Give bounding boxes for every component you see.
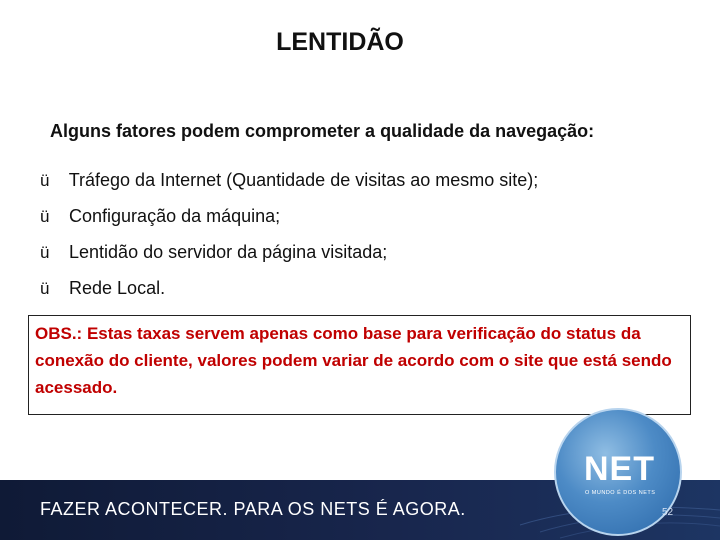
list-item: [40, 166, 538, 202]
logo-wordmark: NET: [584, 450, 655, 488]
intro-text: Alguns fatores podem comprometer a qualidade da navegação:: [50, 121, 595, 141]
obs-note-box: OBS.: Estas taxas servem apenas como base para verificação do status da conexão do cliente, valores podem variar de acordo com o site que está sendo acessado.: [28, 315, 691, 415]
bullet-list: [40, 166, 538, 310]
bullet-text: Tráfego da Internet (Quantidade de visitas ao mesmo site);: [68, 170, 539, 190]
page-number: 52: [662, 507, 674, 518]
checkmark-icon: ü: [40, 171, 50, 190]
bullet-text: Rede Local.: [69, 278, 166, 298]
list-item: [40, 274, 538, 310]
checkmark-icon: ü: [40, 207, 50, 226]
bullet-text: Configuração da máquina;: [69, 206, 281, 226]
checkmark-icon: ü: [40, 279, 50, 298]
checkmark-icon: ü: [40, 243, 50, 262]
logo-subtitle: O MUNDO É DOS NETS: [585, 490, 656, 496]
slide-title: LENTIDÃO: [276, 28, 404, 56]
footer-slogan: FAZER ACONTECER. PARA OS NETS É AGORA.: [40, 499, 466, 519]
bullet-text: Lentidão do servidor da página visitada;: [69, 242, 388, 262]
list-item: [40, 238, 538, 274]
list-item: [40, 202, 538, 238]
